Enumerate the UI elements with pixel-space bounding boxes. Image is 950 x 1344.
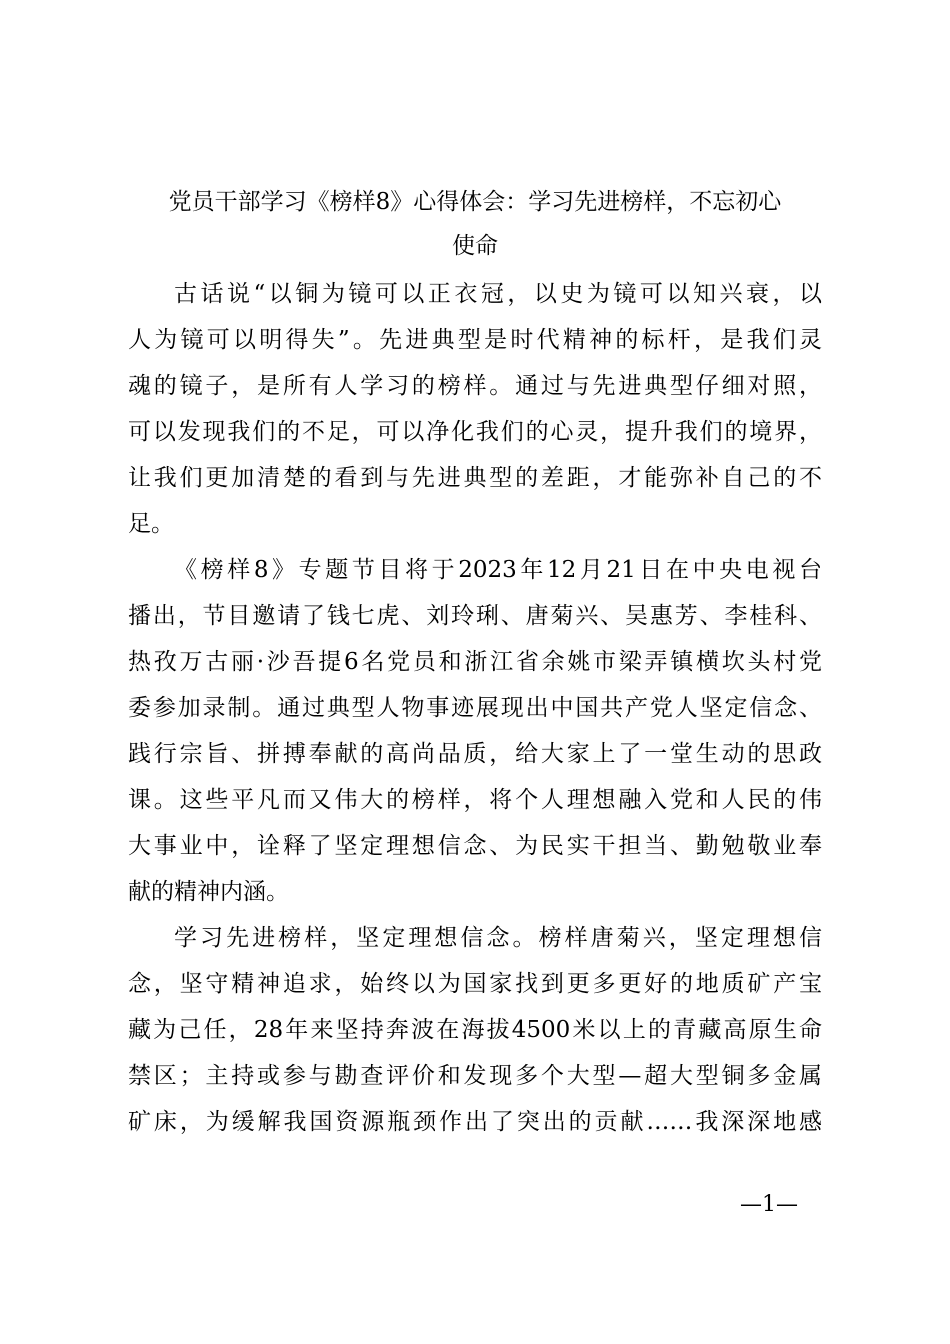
text-line: 学习先进榜样，坚定理想信念。榜样唐菊兴，坚定理想信 [174, 925, 822, 951]
text-line: 矿床，为缓解我国资源瓶颈作出了突出的贡献……我深深地感 [128, 1109, 822, 1135]
text-line: 藏为己任，28年来坚持奔波在海拔4500米以上的青藏高原生命 [128, 1017, 822, 1043]
text-line: 播出，节目邀请了钱七虎、刘玲琍、唐菊兴、吴惠芳、李桂科、 [128, 603, 822, 629]
page-number: —1— [740, 1192, 798, 1217]
text-line: 足。 [128, 511, 174, 537]
text-line: 践行宗旨、拼搏奉献的高尚品质，给大家上了一堂生动的思政 [128, 741, 822, 767]
text-line: 魂的镜子，是所有人学习的榜样。通过与先进典型仔细对照， [128, 373, 822, 399]
text-line: 人为镜可以明得失”。先进典型是时代精神的标杆，是我们灵 [128, 327, 822, 353]
text-line: 献的精神内涵。 [128, 879, 289, 905]
text-line: 古话说“以铜为镜可以正衣冠，以史为镜可以知兴衰，以 [174, 281, 822, 307]
paragraph [128, 547, 822, 915]
document-body [128, 271, 822, 1145]
title-line: 党员干部学习《榜样8》心得体会：学习先进榜样，不忘初心 [168, 189, 782, 215]
text-line: 让我们更加清楚的看到与先进典型的差距，才能弥补自己的不 [128, 465, 822, 491]
text-line: 课。这些平凡而又伟大的榜样，将个人理想融入党和人民的伟 [128, 787, 822, 813]
text-line: 《榜样8》专题节目将于2023年12月21日在中央电视台 [174, 557, 822, 583]
title-line: 使命 [452, 233, 498, 259]
paragraph [128, 915, 822, 1145]
text-line: 可以发现我们的不足，可以净化我们的心灵，提升我们的境界， [128, 419, 822, 445]
text-line: 热孜万古丽·沙吾提6名党员和浙江省余姚市梁弄镇横坎头村党 [128, 649, 822, 675]
text-line: 委参加录制。通过典型人物事迹展现出中国共产党人坚定信念、 [128, 695, 822, 721]
document-title [128, 180, 822, 268]
text-line: 大事业中，诠释了坚定理想信念、为民实干担当、勤勉敬业奉 [128, 833, 822, 859]
text-line: 念，坚守精神追求，始终以为国家找到更多更好的地质矿产宝 [128, 971, 822, 997]
paragraph [128, 271, 822, 547]
text-line: 禁区；主持或参与勘查评价和发现多个大型—超大型铜多金属 [128, 1063, 822, 1089]
